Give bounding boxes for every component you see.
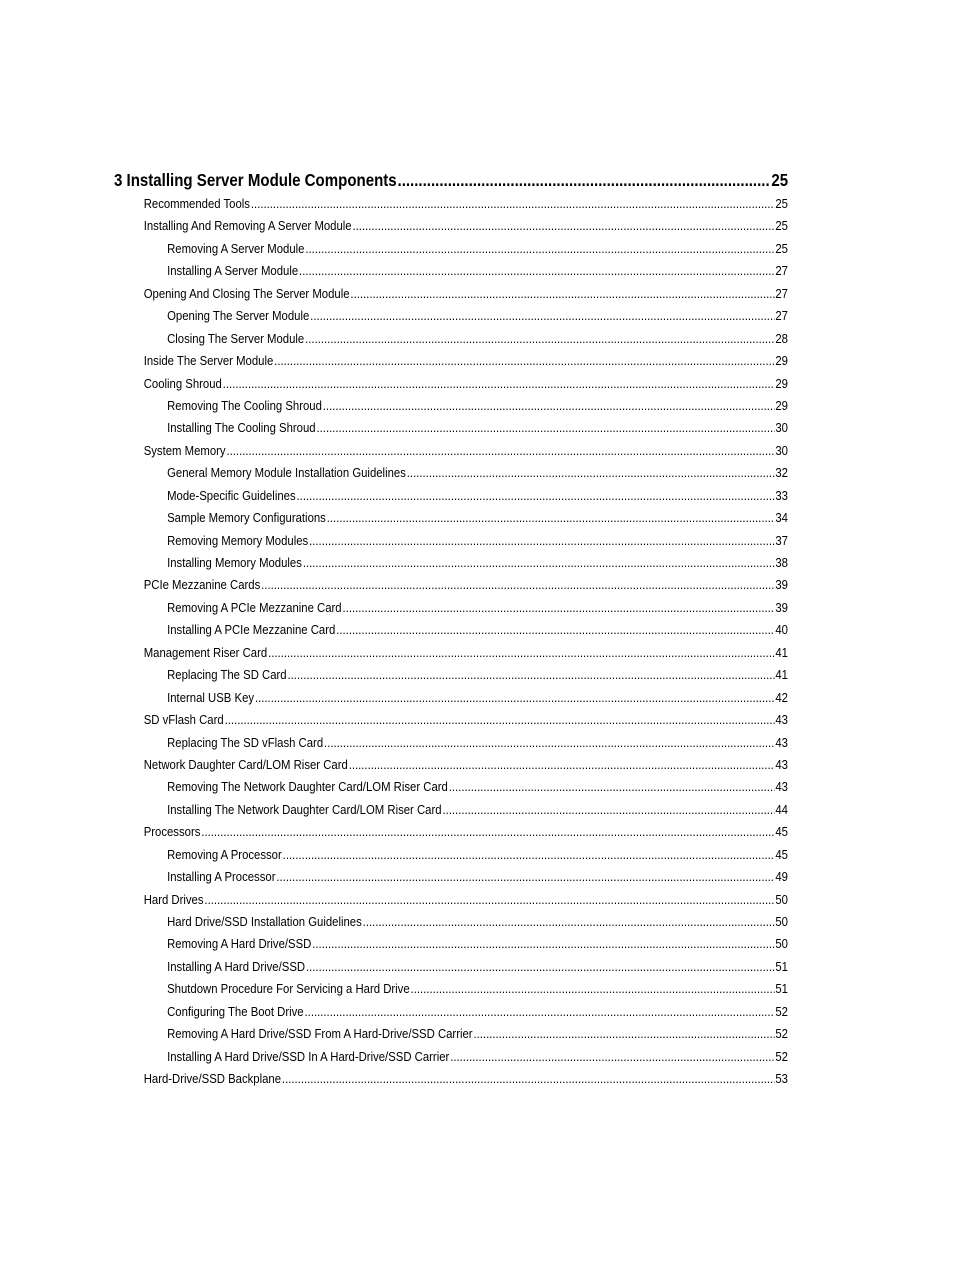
toc-entry-page: 30 xyxy=(775,421,788,436)
toc-entry-title: Removing The Cooling Shroud xyxy=(167,398,322,413)
toc-entry[interactable] xyxy=(114,395,788,417)
toc-entry[interactable] xyxy=(114,642,788,664)
toc-leader-dots xyxy=(282,1068,774,1090)
toc-leader-dots xyxy=(225,709,775,731)
toc-entry-page: 43 xyxy=(775,757,788,772)
toc-entry-page: 40 xyxy=(775,623,788,638)
toc-entry[interactable] xyxy=(114,462,788,484)
toc-entry[interactable] xyxy=(114,1023,788,1045)
toc-entry-page: 28 xyxy=(775,331,788,346)
toc-leader-dots xyxy=(274,350,774,372)
toc-entry-page: 25 xyxy=(775,219,788,234)
toc-entry-title: Replacing The SD vFlash Card xyxy=(167,735,324,750)
toc-entry-title: SD vFlash Card xyxy=(143,713,224,728)
toc-leader-dots xyxy=(324,732,774,754)
toc-entry-page: 42 xyxy=(775,690,788,705)
toc-leader-dots xyxy=(398,168,771,193)
toc-entry-title: Installing The Cooling Shroud xyxy=(167,421,316,436)
toc-entry-page: 51 xyxy=(775,982,788,997)
toc-entry-page: 33 xyxy=(775,488,788,503)
toc-entry-page: 52 xyxy=(775,1049,788,1064)
toc-leader-dots xyxy=(268,642,774,664)
toc-entry[interactable] xyxy=(114,260,788,282)
toc-entry[interactable] xyxy=(114,821,788,843)
toc-entry-title: Hard Drives xyxy=(143,892,204,907)
toc-entry-page: 51 xyxy=(775,959,788,974)
toc-leader-dots xyxy=(317,417,775,439)
toc-entry-page: 39 xyxy=(775,578,788,593)
toc-entry-title: Closing The Server Module xyxy=(167,331,305,346)
toc-entry-page: 50 xyxy=(775,937,788,952)
toc-entry[interactable] xyxy=(114,866,788,888)
toc-entry[interactable] xyxy=(114,350,788,372)
toc-entry[interactable] xyxy=(114,597,788,619)
toc-entry-title: Installing A Hard Drive/SSD In A Hard-Drive/SSD Carrier xyxy=(167,1049,450,1064)
toc-entry[interactable] xyxy=(114,1001,788,1023)
toc-entry-title: Installing The Network Daughter Card/LOM Riser Card xyxy=(167,802,442,817)
toc-entry-title: Internal USB Key xyxy=(167,690,255,705)
toc-entry[interactable] xyxy=(114,507,788,529)
toc-entry[interactable] xyxy=(114,305,788,327)
toc-entry-page: 43 xyxy=(775,713,788,728)
toc-leader-dots xyxy=(255,687,774,709)
toc-entry[interactable] xyxy=(114,844,788,866)
toc-entry-title: Network Daughter Card/LOM Riser Card xyxy=(143,757,348,772)
toc-leader-dots xyxy=(299,260,774,282)
toc-entry[interactable] xyxy=(114,1046,788,1068)
toc-entry-page: 52 xyxy=(775,1004,788,1019)
toc-leader-dots xyxy=(442,799,774,821)
toc-leader-dots xyxy=(327,507,775,529)
toc-leader-dots xyxy=(303,552,775,574)
toc-entry[interactable] xyxy=(114,440,788,462)
table-of-contents xyxy=(114,168,788,1091)
toc-entry[interactable] xyxy=(114,328,788,350)
toc-entry[interactable] xyxy=(114,193,788,215)
toc-entry-list xyxy=(114,193,788,1091)
toc-leader-dots xyxy=(201,821,774,843)
toc-entry-title: Hard Drive/SSD Installation Guidelines xyxy=(167,915,362,929)
toc-entry[interactable] xyxy=(114,956,788,978)
toc-leader-dots xyxy=(251,193,775,215)
toc-entry[interactable] xyxy=(114,664,788,686)
toc-leader-dots xyxy=(223,373,775,395)
toc-entry[interactable] xyxy=(114,889,788,911)
toc-leader-dots xyxy=(407,462,775,484)
toc-entry-page: 41 xyxy=(775,645,788,660)
toc-leader-dots xyxy=(283,844,775,866)
toc-chapter-page: 25 xyxy=(771,170,789,190)
toc-entry[interactable] xyxy=(114,709,788,731)
toc-entry-page: 29 xyxy=(775,354,788,369)
toc-leader-dots xyxy=(363,911,775,933)
toc-leader-dots xyxy=(449,776,775,798)
toc-entry-page: 37 xyxy=(775,533,788,548)
toc-entry[interactable] xyxy=(114,732,788,754)
toc-entry[interactable] xyxy=(114,687,788,709)
toc-leader-dots xyxy=(336,619,774,641)
toc-entry[interactable] xyxy=(114,933,788,955)
toc-leader-dots xyxy=(306,956,774,978)
toc-leader-dots xyxy=(288,664,775,686)
toc-entry-title: Configuring The Boot Drive xyxy=(167,1004,304,1019)
toc-entry-title: Inside The Server Module xyxy=(143,354,274,369)
toc-entry-page: 44 xyxy=(775,802,788,817)
toc-leader-dots xyxy=(305,1001,775,1023)
toc-entry[interactable] xyxy=(114,978,788,1000)
toc-entry[interactable] xyxy=(114,238,788,260)
toc-entry-title: General Memory Module Installation Guidelines xyxy=(167,466,406,481)
toc-entry-title: Processors xyxy=(143,825,201,840)
toc-leader-dots xyxy=(305,328,774,350)
toc-leader-dots xyxy=(473,1023,774,1045)
toc-entry-title: Removing A Processor xyxy=(167,847,282,862)
toc-entry-title: Installing And Removing A Server Module xyxy=(143,219,352,234)
toc-entry-page: 30 xyxy=(775,443,788,458)
toc-entry-title: Hard-Drive/SSD Backplane xyxy=(143,1072,282,1087)
toc-entry-title: Cooling Shroud xyxy=(143,376,222,391)
toc-entry-page: 29 xyxy=(775,376,788,391)
toc-entry[interactable] xyxy=(114,776,788,798)
toc-entry-title: Removing The Network Daughter Card/LOM Riser Card xyxy=(167,780,448,795)
toc-entry-page: 38 xyxy=(775,556,788,570)
toc-entry[interactable] xyxy=(114,215,788,237)
toc-entry[interactable] xyxy=(114,619,788,641)
toc-entry-page: 41 xyxy=(775,668,788,683)
toc-entry-title: Removing A Server Module xyxy=(167,241,305,256)
toc-entry[interactable] xyxy=(114,283,788,305)
toc-entry-page: 32 xyxy=(775,466,788,481)
toc-entry-page: 27 xyxy=(775,286,788,301)
toc-entry-page: 27 xyxy=(775,264,788,279)
toc-entry-page: 53 xyxy=(775,1072,788,1087)
toc-entry[interactable] xyxy=(114,754,788,776)
toc-entry-page: 45 xyxy=(775,847,788,862)
toc-entry[interactable] xyxy=(114,530,788,552)
toc-entry-title: Installing A Server Module xyxy=(167,264,299,279)
toc-entry-page: 45 xyxy=(775,825,788,840)
toc-entry-title: Shutdown Procedure For Servicing a Hard Drive xyxy=(167,982,410,997)
toc-entry-title: Recommended Tools xyxy=(143,197,250,211)
toc-entry-page: 29 xyxy=(775,398,788,413)
toc-entry-title: System Memory xyxy=(143,443,226,458)
toc-entry-page: 25 xyxy=(775,241,788,256)
toc-entry-page: 50 xyxy=(775,892,788,907)
toc-leader-dots xyxy=(309,530,774,552)
toc-entry[interactable] xyxy=(114,1068,788,1090)
toc-entry-title: Removing A Hard Drive/SSD xyxy=(167,937,312,952)
toc-leader-dots xyxy=(297,485,775,507)
toc-entry-page: 43 xyxy=(775,780,788,795)
toc-leader-dots xyxy=(261,574,774,596)
toc-entry-title: Removing Memory Modules xyxy=(167,533,309,548)
toc-entry-title: Management Riser Card xyxy=(143,645,268,660)
toc-entry[interactable] xyxy=(114,552,788,574)
toc-entry[interactable] xyxy=(114,417,788,439)
toc-leader-dots xyxy=(343,597,775,619)
toc-entry-page: 52 xyxy=(775,1027,788,1042)
toc-entry-title: Removing A Hard Drive/SSD From A Hard-Drive/SSD Carrier xyxy=(167,1027,473,1042)
toc-leader-dots xyxy=(349,754,775,776)
toc-leader-dots xyxy=(310,305,774,327)
toc-entry[interactable] xyxy=(114,911,788,933)
toc-entry-title: Removing A PCIe Mezzanine Card xyxy=(167,600,342,615)
toc-entry-title: Mode-Specific Guidelines xyxy=(167,488,296,503)
toc-entry-title: PCIe Mezzanine Cards xyxy=(143,578,261,593)
toc-leader-dots xyxy=(323,395,775,417)
toc-leader-dots xyxy=(226,440,774,462)
toc-entry-page: 50 xyxy=(775,915,788,929)
toc-entry-title: Sample Memory Configurations xyxy=(167,511,326,526)
toc-entry-page: 27 xyxy=(775,309,788,324)
toc-entry[interactable] xyxy=(114,799,788,821)
toc-entry-page: 39 xyxy=(775,600,788,615)
toc-entry[interactable] xyxy=(114,485,788,507)
toc-leader-dots xyxy=(411,978,775,1000)
toc-entry-page: 43 xyxy=(775,735,788,750)
toc-entry-title: Installing Memory Modules xyxy=(167,556,302,570)
toc-leader-dots xyxy=(450,1046,774,1068)
toc-entry-page: 25 xyxy=(775,197,788,211)
toc-leader-dots xyxy=(312,933,774,955)
toc-entry-title: Opening And Closing The Server Module xyxy=(143,286,350,301)
toc-leader-dots xyxy=(204,889,774,911)
toc-entry-title: Installing A Processor xyxy=(167,870,276,885)
toc-entry-title: Installing A Hard Drive/SSD xyxy=(167,959,306,974)
toc-entry-title: Opening The Server Module xyxy=(167,309,310,324)
toc-entry-page: 49 xyxy=(775,870,788,885)
toc-leader-dots xyxy=(305,238,774,260)
toc-leader-dots xyxy=(350,283,774,305)
toc-leader-dots xyxy=(353,215,775,237)
toc-chapter-title: 3 Installing Server Module Components xyxy=(114,170,397,190)
toc-entry[interactable] xyxy=(114,574,788,596)
toc-entry[interactable] xyxy=(114,373,788,395)
toc-entry-page: 34 xyxy=(775,511,788,526)
toc-entry-title: Replacing The SD Card xyxy=(167,668,287,683)
toc-leader-dots xyxy=(276,866,774,888)
toc-entry-title: Installing A PCIe Mezzanine Card xyxy=(167,623,336,638)
toc-chapter-heading[interactable] xyxy=(114,168,788,193)
